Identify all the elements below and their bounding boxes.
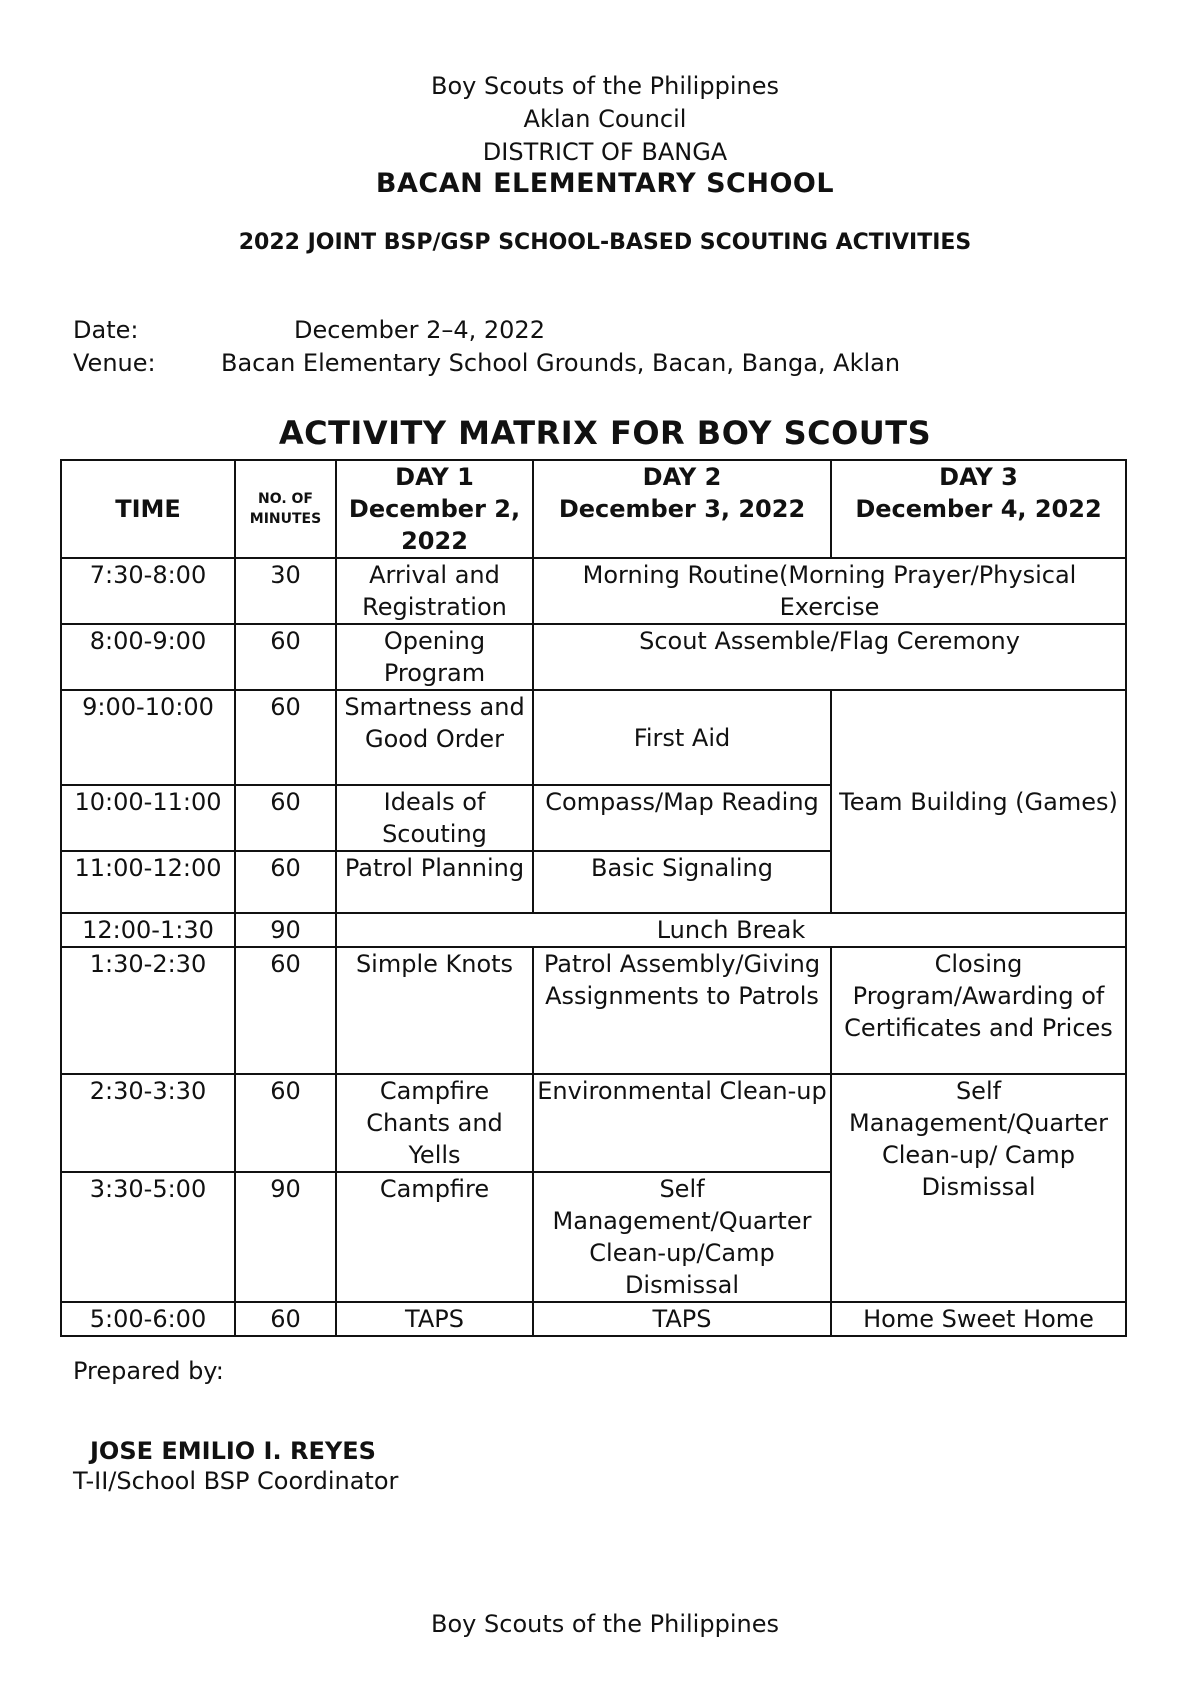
organization-name: Boy Scouts of the Philippines [431,72,779,100]
day1-cell: Ideals of Scouting [336,785,533,851]
school-name: BACAN ELEMENTARY SCHOOL [375,168,835,199]
day1-cell: Simple Knots [336,947,533,1074]
time-cell: 7:30-8:00 [61,558,235,624]
header-time: TIME [61,460,235,558]
minutes-cell: 60 [235,1302,336,1336]
day2-cell: Basic Signaling [533,851,831,913]
day2-cell: First Aid [533,690,831,785]
header-day2-label: DAY 2 [642,463,722,491]
venue-row [73,349,901,377]
header-minutes: NO. OF MINUTES [235,460,336,558]
header-day2-date: December 3, 2022 [558,495,806,523]
minutes-cell: 30 [235,558,336,624]
district-name: DISTRICT OF BANGA [482,138,728,166]
matrix-title: ACTIVITY MATRIX FOR BOY SCOUTS [278,414,932,452]
table-row [61,947,1126,1074]
header-day1-label: DAY 1 [395,463,474,491]
activity-matrix-table [60,459,1127,1337]
table-row [61,913,1126,947]
time-cell: 5:00-6:00 [61,1302,235,1336]
venue-label: Venue: [73,349,156,377]
footer-organization: Boy Scouts of the Philippines [431,1610,779,1638]
date-label: Date: [73,316,139,344]
council-name: Aklan Council [523,105,687,133]
table-row [61,624,1126,690]
activity-title: 2022 JOINT BSP/GSP SCHOOL-BASED SCOUTING ACTIVITIES [238,230,972,255]
time-cell: 11:00-12:00 [61,851,235,913]
preparer-name: JOSE EMILIO I. REYES [90,1437,376,1465]
date-row [73,316,545,344]
time-cell: 10:00-11:00 [61,785,235,851]
time-cell: 2:30-3:30 [61,1074,235,1172]
day2-cell: TAPS [533,1302,831,1336]
table-header-row [61,460,1126,558]
minutes-cell: 60 [235,624,336,690]
minutes-cell: 60 [235,1074,336,1172]
header-day3-label: DAY 3 [939,463,1018,491]
table-row [61,1302,1126,1336]
prepared-by-label: Prepared by: [73,1357,224,1385]
header-day1-date: December 2, 2022 [348,495,521,555]
day1-cell: Opening Program [336,624,533,690]
day1-cell: Campfire Chants and Yells [336,1074,533,1172]
header-day2 [533,460,831,558]
day1-cell: TAPS [336,1302,533,1336]
day2-cell: Compass/Map Reading [533,785,831,851]
table-row [61,558,1126,624]
time-cell: 3:30-5:00 [61,1172,235,1302]
time-cell: 8:00-9:00 [61,624,235,690]
time-cell: 1:30-2:30 [61,947,235,1074]
day1-cell: Arrival and Registration [336,558,533,624]
table-row [61,690,1126,785]
time-cell: 9:00-10:00 [61,690,235,785]
header-day1 [336,460,533,558]
day3-cell: Closing Program/Awarding of Certificates and Prices [831,947,1126,1074]
lunch-merged-cell: Lunch Break [336,913,1126,947]
venue-value: Bacan Elementary School Grounds, Bacan, Banga, Aklan [221,349,901,377]
day1-cell: Patrol Planning [336,851,533,913]
time-cell: 12:00-1:30 [61,913,235,947]
day2-3-merged-cell: Morning Routine(Morning Prayer/Physical Exercise [533,558,1126,624]
minutes-cell: 60 [235,851,336,913]
minutes-cell: 90 [235,1172,336,1302]
header-day3-date: December 4, 2022 [855,495,1102,523]
day1-cell: Smartness and Good Order [336,690,533,785]
day3-cell: Team Building (Games) [831,690,1126,913]
table-row [61,1074,1126,1172]
day2-cell: Environmental Clean-up [533,1074,831,1172]
minutes-cell: 60 [235,785,336,851]
day3-cell: Home Sweet Home [831,1302,1126,1336]
minutes-cell: 60 [235,947,336,1074]
day2-3-merged-cell: Scout Assemble/Flag Ceremony [533,624,1126,690]
header-day3 [831,460,1126,558]
minutes-cell: 90 [235,913,336,947]
day1-cell: Campfire [336,1172,533,1302]
minutes-cell: 60 [235,690,336,785]
date-value: December 2–4, 2022 [294,316,545,344]
preparer-position: T-II/School BSP Coordinator [73,1467,399,1495]
day2-cell: Self Management/Quarter Clean-up/Camp Dismissal [533,1172,831,1302]
day2-cell: Patrol Assembly/Giving Assignments to Patrols [533,947,831,1074]
day3-cell: Self Management/Quarter Clean-up/ Camp Dismissal [831,1074,1126,1302]
